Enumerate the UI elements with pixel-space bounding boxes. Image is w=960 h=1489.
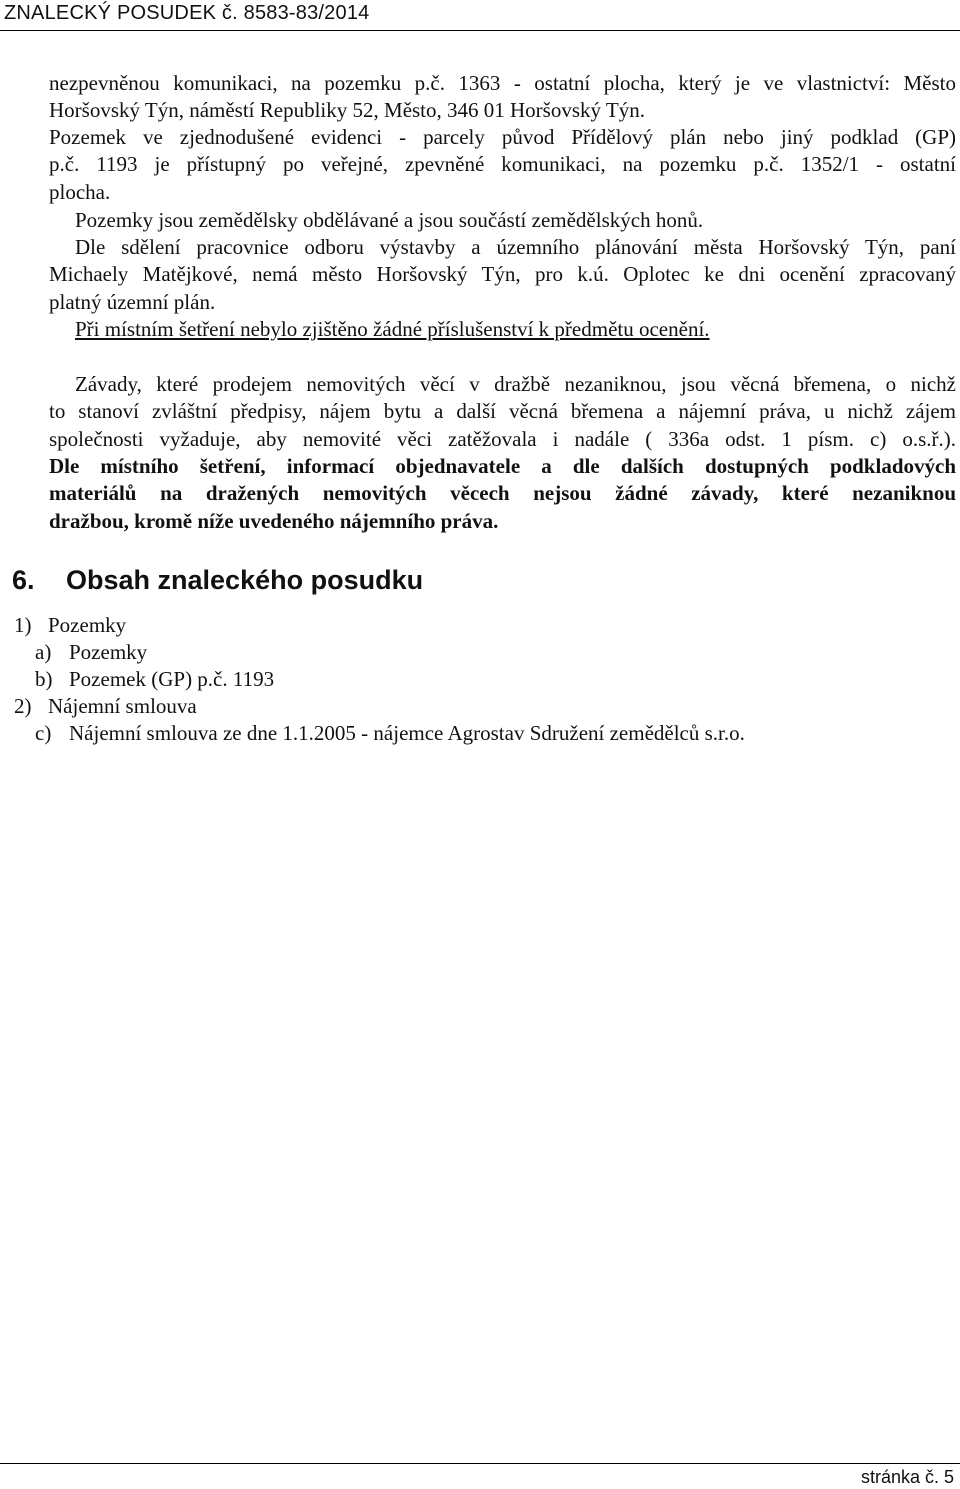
header-divider bbox=[0, 30, 960, 31]
list-item bbox=[35, 639, 147, 666]
text-line: to stanoví zvláštní předpisy, nájem bytu a další věcná břemena a nájemní práva, u nichž zájem bbox=[49, 399, 956, 424]
text-line: Dle místního šetření, informací objednavatele a dle dalších dostupných podkladových bbox=[49, 454, 956, 478]
text-line: materiálů na dražených nemovitých věcech nejsou žádné závady, které nezaniknou bbox=[49, 481, 956, 506]
section-number: 6. bbox=[12, 565, 35, 595]
list-item-label: c) bbox=[35, 721, 52, 745]
document-header: ZNALECKÝ POSUDEK č. 8583-83/2014 bbox=[4, 2, 370, 24]
text-line: společnosti vyžaduje, aby nemovité věci zatěžovala i nadále ( 336a odst. 1 písm. c) o.s.ř.). bbox=[49, 426, 956, 451]
text-line: Michaely Matějkové, nemá město Horšovský Týn, pro k.ú. Oplotec ke dni ocenění zpracovaný bbox=[49, 262, 956, 287]
text-line: Pozemky jsou zemědělsky obdělávané a jsou součástí zemědělských honů. bbox=[75, 208, 704, 232]
list-item-label: b) bbox=[35, 667, 53, 691]
list-item bbox=[14, 612, 126, 639]
text-line: Pozemek ve zjednodušené evidenci - parcely původ Přídělový plán nebo jiný podklad (GP) bbox=[49, 125, 956, 149]
list-item-text: Nájemní smlouva ze dne 1.1.2005 - nájemce Agrostav Sdružení zemědělců s.r.o. bbox=[69, 721, 745, 745]
text-line: Při místním šetření nebylo zjištěno žádné příslušenství k předmětu ocenění. bbox=[75, 317, 710, 341]
list-item-text: Nájemní smlouva bbox=[48, 694, 197, 718]
list-item bbox=[35, 666, 274, 693]
list-item bbox=[35, 720, 745, 747]
paragraph-access-1 bbox=[49, 70, 956, 125]
text-line: Závady, které prodejem nemovitých věcí v dražbě nezaniknou, jsou věcná břemena, o nichž bbox=[75, 372, 956, 396]
text-line: Dle sdělení pracovnice odboru výstavby a územního plánování města Horšovský Týn, paní bbox=[75, 235, 956, 259]
paragraph-access-2 bbox=[49, 124, 956, 206]
list-item bbox=[14, 693, 197, 720]
footer-divider bbox=[0, 1463, 960, 1464]
paragraph-land-use bbox=[49, 207, 956, 234]
paragraph-findings bbox=[49, 453, 956, 535]
page-number: stránka č. 5 bbox=[860, 1467, 954, 1487]
list-item-label: 2) bbox=[14, 694, 32, 718]
paragraph-zoning bbox=[49, 234, 956, 316]
paragraph-defects bbox=[49, 371, 956, 453]
list-item-text: Pozemky bbox=[48, 613, 127, 637]
text-line: platný územní plán. bbox=[49, 289, 216, 314]
list-item-label: 1) bbox=[14, 613, 32, 637]
text-line: nezpevněnou komunikaci, na pozemku p.č. 1363 - ostatní plocha, který je ve vlastnictví: Město bbox=[49, 71, 956, 95]
list-item-text: Pozemek (GP) p.č. 1193 bbox=[69, 667, 275, 691]
list-item-label: a) bbox=[35, 640, 52, 664]
section-title: Obsah znaleckého posudku bbox=[66, 565, 424, 595]
text-line: dražbou, kromě níže uvedeného nájemního práva. bbox=[49, 508, 499, 533]
list-item-text: Pozemky bbox=[69, 640, 148, 664]
text-line: Horšovský Týn, náměstí Republiky 52, Město, 346 01 Horšovský Týn. bbox=[49, 98, 645, 123]
paragraph-accessories bbox=[49, 316, 956, 343]
text-line: p.č. 1193 je přístupný po veřejné, zpevněné komunikaci, na pozemku p.č. 1352/1 - ostatní bbox=[49, 152, 956, 177]
text-line: plocha. bbox=[49, 179, 111, 204]
